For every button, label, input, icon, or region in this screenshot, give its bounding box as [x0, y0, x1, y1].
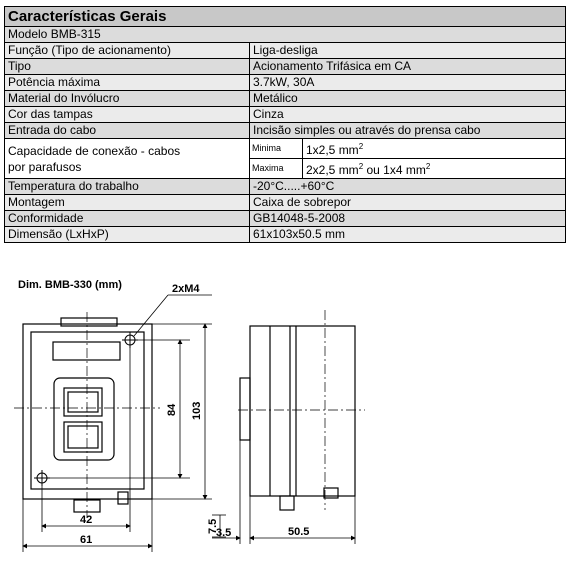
mounting-holes — [34, 332, 138, 486]
dim-42-label: 42 — [80, 514, 93, 526]
capacity-label-line2: por parafusos — [8, 159, 82, 174]
table-row — [5, 179, 566, 195]
superscript: 2 — [358, 162, 364, 171]
dim-7-5-label: 7.5 — [207, 518, 219, 534]
table-row — [5, 123, 566, 139]
table-row — [5, 59, 566, 75]
row-label: Dimensão (LxHxP) — [5, 227, 250, 243]
screw-leader — [134, 295, 168, 336]
max-value — [303, 159, 566, 179]
side-centerlines — [238, 310, 365, 510]
drawing-caption: Dim. BMB-330 (mm) — [18, 279, 122, 291]
row-label: Potência máxima — [5, 75, 250, 91]
front-inner-body — [31, 332, 144, 489]
table-row — [5, 211, 566, 227]
table-title: Características Gerais — [5, 7, 566, 27]
row-value: -20°C.....+60°C — [250, 179, 566, 195]
row-label: Material do Invólucro — [5, 91, 250, 107]
row-label: Função (Tipo de acionamento) — [5, 43, 250, 59]
dim-3-5-label: 3.5 — [216, 527, 232, 539]
row-value: Metálico — [250, 91, 566, 107]
capacity-label — [5, 139, 250, 179]
row-value: Incisão simples ou através do prensa cabo — [250, 123, 566, 139]
table-row — [5, 43, 566, 59]
row-value: Acionamento Trifásica em CA — [250, 59, 566, 75]
table-row — [5, 107, 566, 123]
table-row — [5, 27, 566, 43]
table-row-capacity — [5, 139, 566, 159]
table-row — [5, 195, 566, 211]
min-value — [303, 139, 566, 159]
row-label: Cor das tampas — [5, 107, 250, 123]
dim-103-label: 103 — [191, 401, 203, 420]
front-label-window — [53, 342, 120, 360]
row-label: Montagem — [5, 195, 250, 211]
row-value: 61x103x50.5 mm — [250, 227, 566, 243]
min-value-text: 1x2,5 mm — [306, 143, 359, 157]
table-row — [5, 91, 566, 107]
table-row — [5, 75, 566, 91]
side-body — [250, 326, 355, 496]
max-value-b: ou 1x4 mm — [363, 163, 426, 177]
min-label: Minima — [250, 139, 303, 159]
dim-42 — [42, 346, 130, 532]
row-value: 3.7kW, 30A — [250, 75, 566, 91]
capacity-label-line1: Capacidade de conexão - cabos — [8, 143, 181, 158]
row-value: Cinza — [250, 107, 566, 123]
superscript: 2 — [358, 142, 364, 151]
model-cell: Modelo BMB-315 — [5, 27, 566, 43]
table-title-row — [5, 7, 566, 27]
max-value-a: 2x2,5 mm — [306, 163, 359, 177]
row-value: Caixa de sobrepor — [250, 195, 566, 211]
front-button-bottom-inner — [68, 426, 98, 448]
row-label: Temperatura do trabalho — [5, 179, 250, 195]
row-label: Entrada do cabo — [5, 123, 250, 139]
side-cable-gland — [280, 496, 294, 510]
front-top-tab — [61, 318, 117, 326]
row-label: Tipo — [5, 59, 250, 75]
max-label: Maxima — [250, 159, 303, 179]
dimension-drawing — [0, 270, 570, 570]
table-row — [5, 227, 566, 243]
row-label: Conformidade — [5, 211, 250, 227]
superscript: 2 — [425, 162, 431, 171]
row-value: GB14048-5-2008 — [250, 211, 566, 227]
dim-50-5-label: 50.5 — [288, 526, 310, 538]
specifications-table — [4, 6, 566, 243]
side-mount-plate — [240, 378, 250, 440]
front-side-screw — [118, 492, 128, 504]
dim-61-label: 61 — [80, 534, 93, 546]
dim-103 — [152, 324, 212, 499]
front-button-top-inner — [68, 392, 98, 412]
side-view — [240, 326, 355, 510]
front-centerlines — [14, 312, 160, 518]
row-value: Liga-desliga — [250, 43, 566, 59]
screw-label: 2xM4 — [172, 283, 200, 295]
dim-84-label: 84 — [166, 403, 178, 416]
